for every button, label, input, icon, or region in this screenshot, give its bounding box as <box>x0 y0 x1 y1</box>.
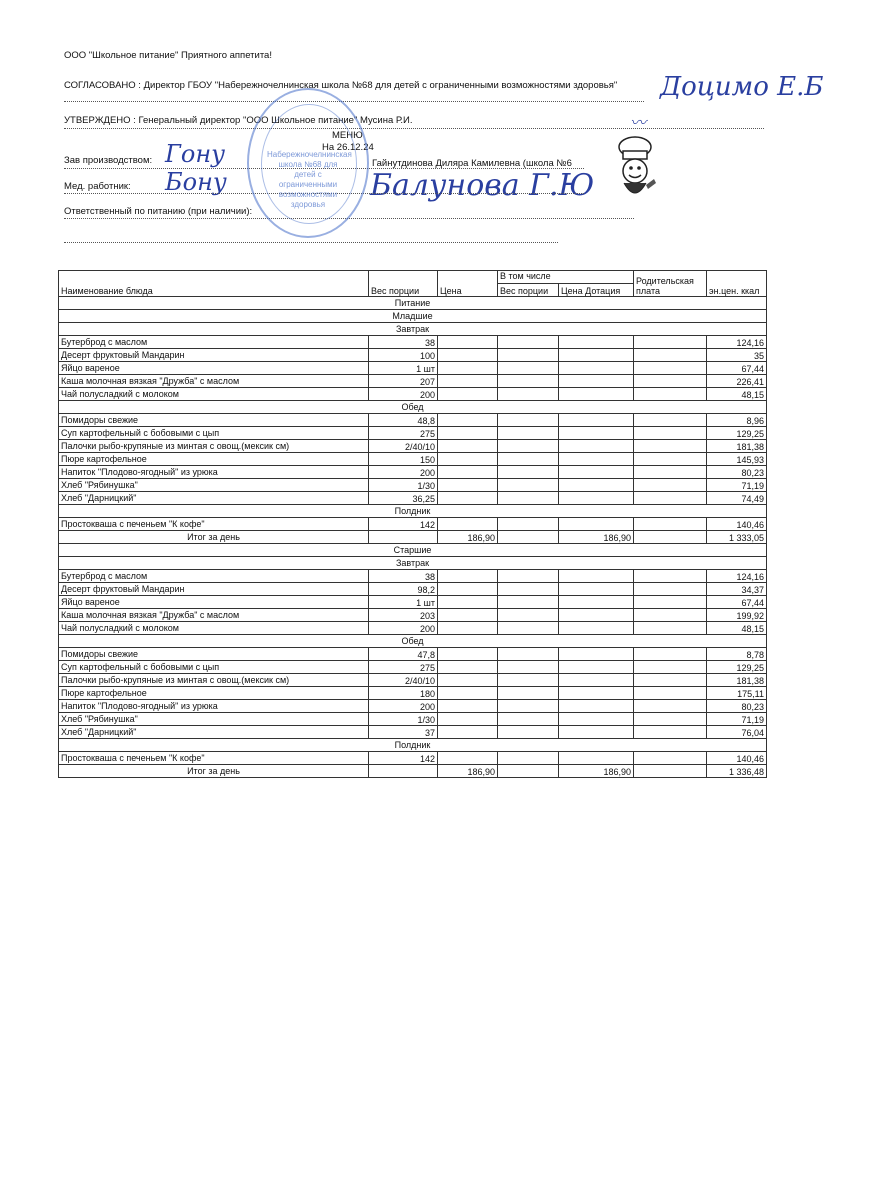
dish-price <box>438 466 498 479</box>
dish-price <box>438 726 498 739</box>
dish-parent-fee <box>634 362 707 375</box>
dish-name: Суп картофельный с бобовыми с цып <box>59 427 369 440</box>
medic-label: Мед. работник: <box>64 181 131 192</box>
dish-price <box>438 479 498 492</box>
section-label: Обед <box>59 635 767 648</box>
total-inc-price: 186,90 <box>559 531 634 544</box>
dish-name: Палочки рыбо-крупяные из минтая с овощ.(мексик см) <box>59 674 369 687</box>
dish-energy: 48,15 <box>707 388 767 401</box>
dish-parent-fee <box>634 570 707 583</box>
section-row <box>59 739 767 752</box>
header-portion: Вес порции <box>369 271 438 297</box>
total-inc-price: 186,90 <box>559 765 634 778</box>
dish-inc-price <box>559 661 634 674</box>
total-label: Итог за день <box>59 765 369 778</box>
section-row <box>59 544 767 557</box>
dish-inc-portion <box>498 414 559 427</box>
menu-table <box>58 270 767 778</box>
dish-parent-fee <box>634 687 707 700</box>
menu-table-header <box>59 271 767 297</box>
dish-name: Десерт фруктовый Мандарин <box>59 349 369 362</box>
dish-name: Напиток "Плодово-ягодный" из урюка <box>59 466 369 479</box>
responsible-label: Ответственный по питанию (при наличии): <box>64 206 253 217</box>
dish-inc-portion <box>498 726 559 739</box>
table-row <box>59 336 767 349</box>
dish-price <box>438 674 498 687</box>
dish-energy: 67,44 <box>707 362 767 375</box>
dish-parent-fee <box>634 726 707 739</box>
section-label: Младшие <box>59 310 767 323</box>
dish-inc-price <box>559 362 634 375</box>
table-row <box>59 713 767 726</box>
dish-portion: 200 <box>369 388 438 401</box>
dish-portion: 180 <box>369 687 438 700</box>
dish-energy: 124,16 <box>707 570 767 583</box>
dish-price <box>438 388 498 401</box>
dish-inc-price <box>559 609 634 622</box>
production-head-name: Гайнутдинова Диляра Камилевна (школа №6 <box>372 158 572 169</box>
dish-name: Яйцо вареное <box>59 362 369 375</box>
dish-energy: 71,19 <box>707 713 767 726</box>
medic-signature: Балунова Г.Ю <box>370 168 595 203</box>
dish-name: Каша молочная вязкая "Дружба" с маслом <box>59 609 369 622</box>
dish-portion: 142 <box>369 518 438 531</box>
table-row <box>59 375 767 388</box>
dish-inc-price <box>559 687 634 700</box>
section-label: Обед <box>59 401 767 414</box>
dish-portion: 1/30 <box>369 479 438 492</box>
production-head-signature: Гону <box>165 140 226 168</box>
dish-energy: 74,49 <box>707 492 767 505</box>
dish-parent-fee <box>634 349 707 362</box>
table-row <box>59 661 767 674</box>
dish-energy: 199,92 <box>707 609 767 622</box>
dish-price <box>438 518 498 531</box>
dish-price <box>438 752 498 765</box>
dish-portion: 1 шт <box>369 596 438 609</box>
dish-parent-fee <box>634 453 707 466</box>
dish-name: Простокваша с печеньем "К кофе" <box>59 752 369 765</box>
dish-inc-portion <box>498 674 559 687</box>
section-row <box>59 557 767 570</box>
table-row <box>59 700 767 713</box>
total-price: 186,90 <box>438 765 498 778</box>
dish-name: Хлеб "Рябинушка" <box>59 479 369 492</box>
table-row <box>59 752 767 765</box>
agreed-line: СОГЛАСОВАНО : Директор ГБОУ "Набережночелнинская школа №68 для детей с ограниченными возможностями здоровья" <box>64 80 618 91</box>
dish-price <box>438 440 498 453</box>
dish-name: Напиток "Плодово-ягодный" из урюка <box>59 700 369 713</box>
dish-inc-portion <box>498 375 559 388</box>
dish-parent-fee <box>634 336 707 349</box>
dish-inc-portion <box>498 570 559 583</box>
dish-parent-fee <box>634 518 707 531</box>
dish-inc-portion <box>498 388 559 401</box>
dish-price <box>438 687 498 700</box>
menu-table-body <box>59 297 767 778</box>
menu-date: На 26.12.24 <box>322 142 374 153</box>
dish-name: Пюре картофельное <box>59 453 369 466</box>
dish-parent-fee <box>634 375 707 388</box>
total-energy: 1 336,48 <box>707 765 767 778</box>
company-line: ООО "Школьное питание" Приятного аппетита! <box>64 50 272 61</box>
dish-energy: 48,15 <box>707 622 767 635</box>
dish-inc-portion <box>498 336 559 349</box>
table-row <box>59 414 767 427</box>
dish-portion: 207 <box>369 375 438 388</box>
dish-energy: 71,19 <box>707 479 767 492</box>
approved-signature: 〰 <box>630 113 647 132</box>
dish-portion: 100 <box>369 349 438 362</box>
dish-price <box>438 362 498 375</box>
dish-price <box>438 622 498 635</box>
dish-parent-fee <box>634 583 707 596</box>
total-row <box>59 765 767 778</box>
dish-inc-portion <box>498 609 559 622</box>
table-row <box>59 440 767 453</box>
dish-inc-portion <box>498 466 559 479</box>
dish-inc-portion <box>498 752 559 765</box>
dish-inc-price <box>559 570 634 583</box>
dish-portion: 38 <box>369 570 438 583</box>
total-label: Итог за день <box>59 531 369 544</box>
dish-portion: 200 <box>369 622 438 635</box>
dish-parent-fee <box>634 414 707 427</box>
dish-price <box>438 375 498 388</box>
dish-portion: 98,2 <box>369 583 438 596</box>
dish-inc-portion <box>498 596 559 609</box>
dish-parent-fee <box>634 752 707 765</box>
dish-inc-portion <box>498 440 559 453</box>
total-parent-fee <box>634 765 707 778</box>
dish-inc-price <box>559 648 634 661</box>
table-row <box>59 492 767 505</box>
dish-parent-fee <box>634 700 707 713</box>
dish-name: Помидоры свежие <box>59 648 369 661</box>
dish-parent-fee <box>634 492 707 505</box>
dish-inc-price <box>559 375 634 388</box>
dish-name: Хлеб "Дарницкий" <box>59 492 369 505</box>
dish-inc-portion <box>498 700 559 713</box>
dish-inc-price <box>559 453 634 466</box>
dish-portion: 275 <box>369 427 438 440</box>
dish-name: Хлеб "Рябинушка" <box>59 713 369 726</box>
blank-dotline <box>64 242 558 243</box>
dish-inc-portion <box>498 583 559 596</box>
section-label: Полдник <box>59 505 767 518</box>
dish-energy: 80,23 <box>707 700 767 713</box>
dish-price <box>438 648 498 661</box>
dish-inc-price <box>559 583 634 596</box>
dish-portion: 2/40/10 <box>369 440 438 453</box>
dish-parent-fee <box>634 427 707 440</box>
table-row <box>59 622 767 635</box>
dish-inc-price <box>559 700 634 713</box>
section-label: Полдник <box>59 739 767 752</box>
dish-energy: 145,93 <box>707 453 767 466</box>
dish-name: Бутерброд с маслом <box>59 570 369 583</box>
header-name: Наименование блюда <box>59 271 369 297</box>
dish-name: Пюре картофельное <box>59 687 369 700</box>
dish-energy: 76,04 <box>707 726 767 739</box>
dish-energy: 129,25 <box>707 427 767 440</box>
total-portion <box>369 765 438 778</box>
dish-energy: 8,78 <box>707 648 767 661</box>
table-row <box>59 362 767 375</box>
header-inc-portion: Вес порции <box>498 284 559 297</box>
dish-portion: 200 <box>369 466 438 479</box>
table-row <box>59 427 767 440</box>
total-inc-portion <box>498 765 559 778</box>
dish-energy: 129,25 <box>707 661 767 674</box>
dish-name: Суп картофельный с бобовыми с цып <box>59 661 369 674</box>
dish-inc-portion <box>498 362 559 375</box>
section-label: Завтрак <box>59 323 767 336</box>
dish-inc-price <box>559 674 634 687</box>
dish-energy: 34,37 <box>707 583 767 596</box>
dish-inc-price <box>559 440 634 453</box>
table-row <box>59 687 767 700</box>
dish-portion: 38 <box>369 336 438 349</box>
agreed-dotline <box>64 101 644 102</box>
total-energy: 1 333,05 <box>707 531 767 544</box>
dish-inc-price <box>559 492 634 505</box>
dish-parent-fee <box>634 388 707 401</box>
dish-portion: 48,8 <box>369 414 438 427</box>
dish-energy: 8,96 <box>707 414 767 427</box>
dish-name: Чай полусладкий с молоком <box>59 622 369 635</box>
dish-inc-price <box>559 388 634 401</box>
table-row <box>59 466 767 479</box>
dish-name: Помидоры свежие <box>59 414 369 427</box>
header-price: Цена <box>438 271 498 297</box>
dish-energy: 35 <box>707 349 767 362</box>
dish-energy: 80,23 <box>707 466 767 479</box>
dish-parent-fee <box>634 622 707 635</box>
dish-price <box>438 661 498 674</box>
dish-energy: 67,44 <box>707 596 767 609</box>
medic-initials: Бону <box>165 168 227 196</box>
dish-inc-portion <box>498 518 559 531</box>
dish-parent-fee <box>634 661 707 674</box>
dish-inc-price <box>559 336 634 349</box>
dish-name: Простокваша с печеньем "К кофе" <box>59 518 369 531</box>
dish-name: Десерт фруктовый Мандарин <box>59 583 369 596</box>
dish-inc-portion <box>498 661 559 674</box>
section-row <box>59 310 767 323</box>
dish-price <box>438 453 498 466</box>
table-row <box>59 596 767 609</box>
header-parent-fee: Родительская плата <box>634 271 707 297</box>
dish-price <box>438 700 498 713</box>
dish-name: Чай полусладкий с молоком <box>59 388 369 401</box>
dish-parent-fee <box>634 440 707 453</box>
table-row <box>59 726 767 739</box>
dish-energy: 140,46 <box>707 752 767 765</box>
table-row <box>59 518 767 531</box>
menu-title: МЕНЮ <box>332 130 363 141</box>
dish-inc-portion <box>498 687 559 700</box>
dish-inc-price <box>559 713 634 726</box>
total-inc-portion <box>498 531 559 544</box>
dish-inc-price <box>559 622 634 635</box>
dish-portion: 275 <box>369 661 438 674</box>
section-label: Старшие <box>59 544 767 557</box>
dish-price <box>438 336 498 349</box>
dish-price <box>438 414 498 427</box>
dish-name: Каша молочная вязкая "Дружба" с маслом <box>59 375 369 388</box>
dish-portion: 142 <box>369 752 438 765</box>
table-row <box>59 479 767 492</box>
table-row <box>59 609 767 622</box>
dish-price <box>438 349 498 362</box>
table-row <box>59 583 767 596</box>
dish-inc-portion <box>498 479 559 492</box>
section-row <box>59 297 767 310</box>
section-row <box>59 635 767 648</box>
dish-name: Палочки рыбо-крупяные из минтая с овощ.(мексик см) <box>59 440 369 453</box>
total-price: 186,90 <box>438 531 498 544</box>
approved-dotline <box>64 128 764 129</box>
header-including: В том числе <box>498 271 634 284</box>
dish-inc-portion <box>498 492 559 505</box>
table-row <box>59 349 767 362</box>
dish-inc-portion <box>498 713 559 726</box>
header-inc-price: Цена Дотация <box>559 284 634 297</box>
table-row <box>59 570 767 583</box>
approved-line: УТВЕРЖДЕНО : Генеральный директор "ООО Школьное питание" Мусина Р.И. <box>64 115 413 126</box>
dish-parent-fee <box>634 648 707 661</box>
dish-name: Яйцо вареное <box>59 596 369 609</box>
production-head-label: Зав производством: <box>64 155 153 166</box>
table-row <box>59 388 767 401</box>
dish-inc-price <box>559 427 634 440</box>
dish-name: Хлеб "Дарницкий" <box>59 726 369 739</box>
total-portion <box>369 531 438 544</box>
dish-price <box>438 713 498 726</box>
dish-energy: 226,41 <box>707 375 767 388</box>
section-label: Завтрак <box>59 557 767 570</box>
dish-portion: 1 шт <box>369 362 438 375</box>
table-row <box>59 453 767 466</box>
dish-inc-portion <box>498 622 559 635</box>
dish-inc-price <box>559 752 634 765</box>
dish-inc-portion <box>498 648 559 661</box>
dish-inc-price <box>559 466 634 479</box>
dish-price <box>438 570 498 583</box>
dish-portion: 200 <box>369 700 438 713</box>
dish-name: Бутерброд с маслом <box>59 336 369 349</box>
dish-inc-portion <box>498 427 559 440</box>
dish-inc-price <box>559 596 634 609</box>
dish-inc-price <box>559 726 634 739</box>
dish-energy: 175,11 <box>707 687 767 700</box>
dish-portion: 1/30 <box>369 713 438 726</box>
dish-parent-fee <box>634 479 707 492</box>
dish-parent-fee <box>634 713 707 726</box>
dish-inc-price <box>559 479 634 492</box>
dish-portion: 2/40/10 <box>369 674 438 687</box>
dish-parent-fee <box>634 674 707 687</box>
dish-portion: 37 <box>369 726 438 739</box>
table-row <box>59 674 767 687</box>
school-stamp <box>247 88 369 238</box>
header-energy: эн.цен. ккал <box>707 271 767 297</box>
section-row <box>59 505 767 518</box>
section-row <box>59 323 767 336</box>
section-row <box>59 401 767 414</box>
dish-inc-price <box>559 414 634 427</box>
dish-portion: 36,25 <box>369 492 438 505</box>
dish-parent-fee <box>634 609 707 622</box>
stamp-text: Набережночелнинская школа №68 для детей с ограниченными возможностями здоровья <box>267 150 352 209</box>
table-row <box>59 648 767 661</box>
chef-logo-icon <box>610 135 660 205</box>
total-parent-fee <box>634 531 707 544</box>
dish-energy: 181,38 <box>707 440 767 453</box>
dish-energy: 140,46 <box>707 518 767 531</box>
dish-inc-price <box>559 349 634 362</box>
dish-parent-fee <box>634 466 707 479</box>
dish-price <box>438 427 498 440</box>
dish-inc-portion <box>498 349 559 362</box>
section-label: Питание <box>59 297 767 310</box>
total-row <box>59 531 767 544</box>
dish-portion: 47,8 <box>369 648 438 661</box>
dish-inc-price <box>559 518 634 531</box>
dish-inc-portion <box>498 453 559 466</box>
dish-price <box>438 609 498 622</box>
dish-energy: 181,38 <box>707 674 767 687</box>
dish-price <box>438 492 498 505</box>
dish-parent-fee <box>634 596 707 609</box>
dish-portion: 150 <box>369 453 438 466</box>
dish-price <box>438 583 498 596</box>
dish-price <box>438 596 498 609</box>
director-signature: Доцимо Е.Б <box>660 72 824 102</box>
dish-energy: 124,16 <box>707 336 767 349</box>
dish-portion: 203 <box>369 609 438 622</box>
